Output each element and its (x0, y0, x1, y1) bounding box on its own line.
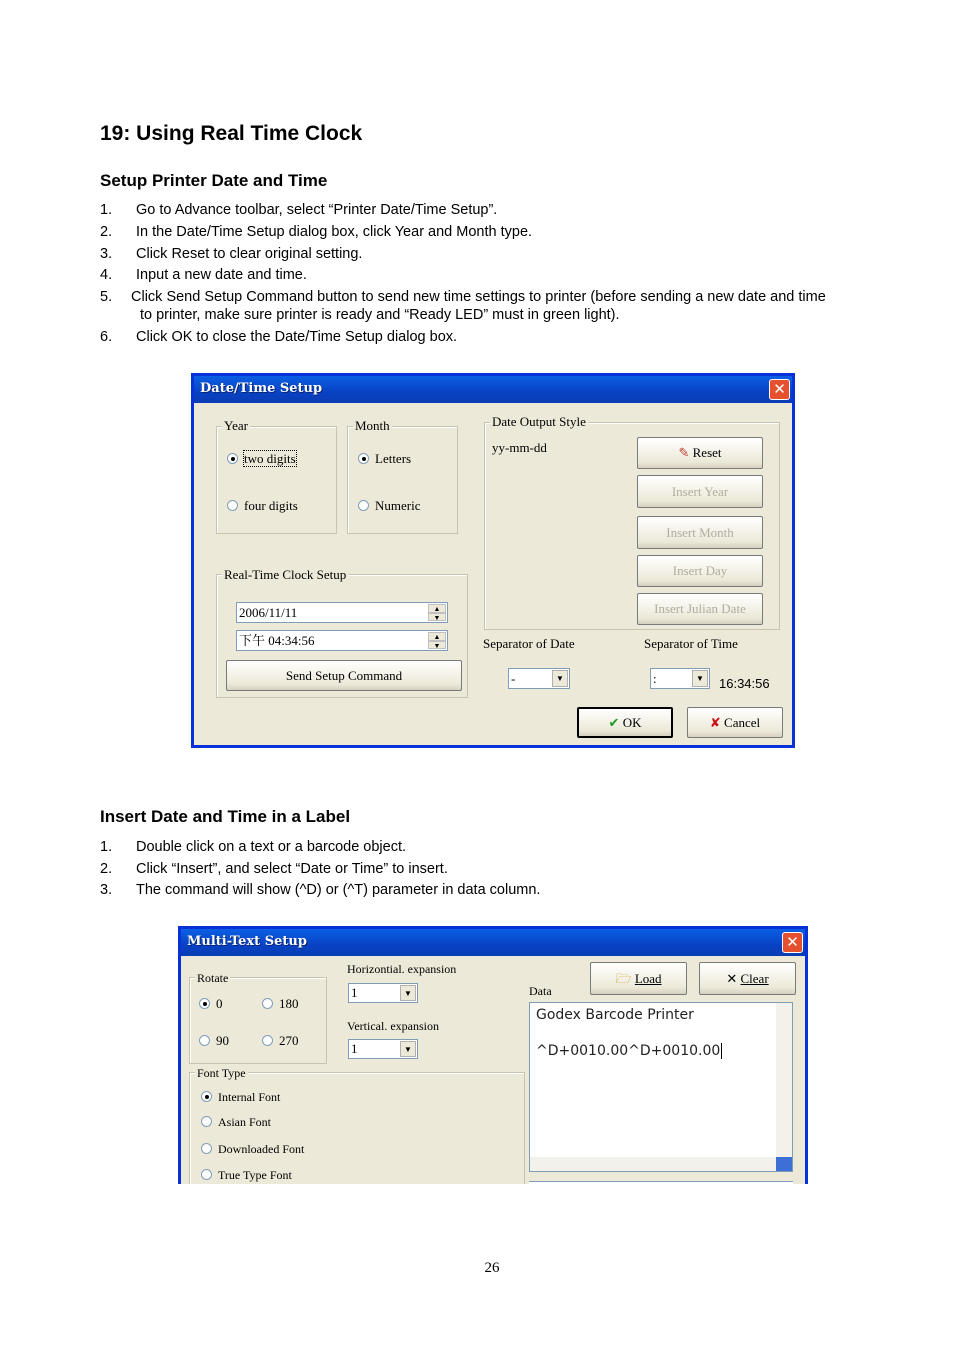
separator-of-time-label: Separator of Time (644, 636, 738, 651)
separator-of-date-select[interactable]: - ▼ (508, 668, 570, 689)
internal-font-radio[interactable]: Internal Font (201, 1090, 280, 1105)
data-label: Data (529, 984, 552, 998)
send-setup-command-button[interactable]: Send Setup Command (226, 660, 462, 691)
clear-button[interactable]: ✕ Clear (699, 962, 796, 995)
date-time-setup-dialog (191, 373, 795, 748)
year-group-label: Year (224, 418, 248, 433)
multi-text-setup-dialog (178, 926, 808, 1184)
vertical-scrollbar[interactable] (776, 1003, 792, 1157)
insert-day-button[interactable]: Insert Day (637, 555, 763, 587)
close-icon[interactable]: ✕ (782, 932, 803, 953)
date-spinner[interactable]: ▲ ▼ (428, 604, 446, 621)
chevron-down-icon[interactable]: ▼ (552, 670, 568, 687)
insert-month-button[interactable]: Insert Month (637, 516, 763, 549)
data-line: Godex Barcode Printer (536, 1007, 694, 1023)
page-heading: 19: Using Real Time Clock (100, 122, 363, 145)
chevron-down-icon[interactable]: ▼ (400, 1041, 416, 1057)
rotate-group-label: Rotate (197, 971, 229, 985)
rotate-0-radio[interactable]: 0 (199, 996, 223, 1012)
month-group-label: Month (355, 418, 390, 433)
insert-year-button[interactable]: Insert Year (637, 475, 763, 508)
data-line: ^D+0010.00^D+0010.00 (536, 1043, 721, 1059)
step-item: 1. Go to Advance toolbar, select “Printer Date/Time Setup”. (100, 202, 498, 218)
close-icon: ✕ (726, 972, 738, 987)
chevron-down-icon[interactable]: ▼ (400, 985, 416, 1001)
asian-font-radio[interactable]: Asian Font (201, 1115, 271, 1130)
step-item: 5. Click Send Setup Command button to send new time settings to printer (before sending a new date and time to printer, make sure printer is ready and “Ready LED” must in green light). (100, 289, 826, 323)
folder-icon: 🗁 (615, 972, 632, 987)
chevron-down-icon[interactable]: ▼ (692, 670, 708, 687)
rotate-270-radio[interactable]: 270 (262, 1033, 299, 1049)
step-item: 6. Click OK to close the Date/Time Setup dialog box. (100, 329, 458, 345)
ok-button[interactable]: ✔ OK (577, 707, 673, 738)
reset-button[interactable]: ✎ Reset (637, 437, 763, 469)
step-item: 3. The command will show (^D) or (^T) parameter in data column. (100, 882, 541, 898)
month-letters-radio[interactable]: Letters (358, 451, 411, 467)
rotate-group (189, 977, 327, 1064)
step-item: 1. Double click on a text or a barcode object. (100, 839, 407, 855)
dialog-title: Multi-Text Setup (187, 934, 307, 949)
dialog-titlebar[interactable] (194, 376, 792, 403)
month-numeric-radio[interactable]: Numeric (358, 498, 420, 514)
downloaded-font-radio[interactable]: Downloaded Font (201, 1142, 304, 1157)
section-title-setup: Setup Printer Date and Time (100, 171, 328, 190)
true-type-font-radio[interactable]: True Type Font (201, 1168, 292, 1183)
dialog-title: Date/Time Setup (200, 381, 323, 396)
horizontal-scrollbar[interactable] (530, 1157, 776, 1171)
rotate-90-radio[interactable]: 90 (199, 1033, 229, 1049)
month-group (347, 426, 458, 534)
date-input[interactable]: 2006/11/11 ▲ ▼ (236, 602, 448, 623)
step-item: 4. Input a new date and time. (100, 267, 307, 283)
scrollbar-corner (776, 1157, 792, 1171)
time-spinner[interactable]: ▲ ▼ (428, 632, 446, 649)
lower-field (529, 1181, 793, 1184)
time-preview: 16:34:56 (719, 676, 770, 691)
cancel-button[interactable]: ✘ Cancel (687, 707, 783, 738)
separator-of-time-select[interactable]: : ▼ (650, 668, 710, 689)
horizontal-expansion-select[interactable]: 1 ▼ (348, 983, 418, 1003)
step-item: 3. Click Reset to clear original setting. (100, 246, 363, 262)
close-icon[interactable]: ✕ (769, 379, 790, 400)
step-item: 2. In the Date/Time Setup dialog box, click Year and Month type. (100, 224, 533, 240)
page-number: 26 (484, 1260, 500, 1276)
font-type-group-label: Font Type (197, 1066, 246, 1080)
eraser-icon: ✎ (678, 446, 690, 461)
separator-of-date-label: Separator of Date (483, 636, 575, 651)
year-group (216, 426, 337, 534)
data-textarea[interactable] (529, 1002, 793, 1172)
time-input[interactable]: 下午 04:34:56 ▲ ▼ (236, 630, 448, 651)
output-format-text: yy-mm-dd (492, 440, 547, 455)
cross-icon: ✘ (709, 716, 721, 731)
insert-julian-date-button[interactable]: Insert Julian Date (637, 593, 763, 625)
year-two-digits-radio[interactable]: two digits (227, 451, 296, 467)
dialog-titlebar[interactable] (181, 929, 805, 956)
date-output-style-label: Date Output Style (492, 414, 586, 429)
section-title-insert: Insert Date and Time in a Label (100, 807, 351, 826)
checkmark-icon: ✔ (608, 716, 620, 731)
step-item: 2. Click “Insert”, and select “Date or Time” to insert. (100, 861, 448, 877)
horizontal-expansion-label: Horizontial. expansion (347, 962, 457, 976)
vertical-expansion-select[interactable]: 1 ▼ (348, 1039, 418, 1059)
rotate-180-radio[interactable]: 180 (262, 996, 299, 1012)
rtc-group-label: Real-Time Clock Setup (224, 567, 347, 582)
load-button[interactable]: 🗁 Load (590, 962, 687, 995)
vertical-expansion-label: Vertical. expansion (347, 1019, 439, 1033)
year-four-digits-radio[interactable]: four digits (227, 498, 298, 514)
